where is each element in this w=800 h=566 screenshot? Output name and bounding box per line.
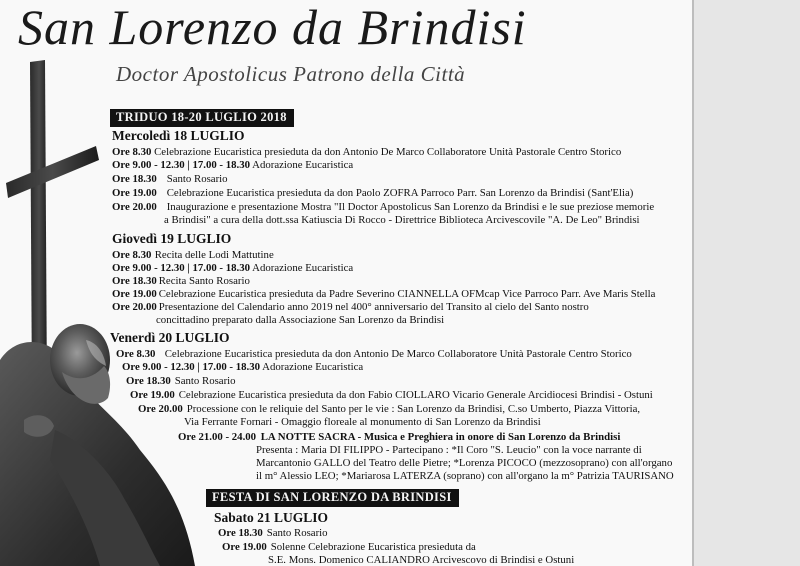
event-row	[112, 146, 621, 159]
page-subtitle: Doctor Apostolicus Patrono della Città	[116, 62, 466, 86]
event-time: Ore 20.00	[138, 403, 183, 415]
triduo-banner: TRIDUO 18-20 LUGLIO 2018	[110, 109, 294, 127]
event-row	[126, 375, 236, 388]
event-time: Ore 9.00 - 12.30 | 17.00 - 18.30	[112, 262, 251, 274]
event-time: Ore 8.30	[112, 249, 152, 261]
event-text: Adorazione Eucaristica	[252, 262, 354, 274]
event-text: Adorazione Eucaristica	[262, 361, 364, 373]
event-time: Ore 20.00	[112, 301, 157, 313]
event-time: Ore 19.00	[112, 288, 157, 300]
event-text: Celebrazione Eucaristica presieduta da don Fabio CIOLLARO Vicario Generale Arcidiocesi Brindisi - Ostuni	[178, 389, 653, 401]
event-text: Adorazione Eucaristica	[252, 159, 354, 171]
event-row	[138, 403, 640, 416]
event-row	[112, 249, 274, 262]
event-row	[116, 348, 632, 361]
event-text: Santo Rosario	[266, 527, 328, 539]
day-heading: Giovedì 19 LUGLIO	[112, 231, 232, 246]
event-text: Recita delle Lodi Mattutine	[154, 249, 274, 261]
event-row	[218, 527, 328, 540]
event-text: LA NOTTE SACRA - Musica e Preghiera in onore di San Lorenzo da Brindisi	[260, 431, 621, 443]
event-text-continued: Via Ferrante Fornari - Omaggio floreale al monumento di San Lorenzo da Brindisi	[184, 416, 541, 428]
event-row	[112, 288, 655, 301]
event-text: Santo Rosario	[174, 375, 236, 387]
event-text-continued: a Brindisi" a cura della dott.ssa Katiuscia Di Rocco - Direttrice Biblioteca Arcivescovile "A. De Leo" Brindisi	[164, 214, 640, 226]
event-text-continued: Marcantonio GALLO del Teatro delle Pietre; *Lorenza PICOCO (mezzosoprano) con all'organo	[256, 457, 673, 469]
event-row	[178, 431, 620, 444]
event-time: Ore 18.30	[112, 173, 157, 185]
event-row	[112, 201, 654, 214]
event-time: Ore 19.00	[222, 541, 267, 553]
festa-banner: FESTA DI SAN LORENZO DA BRINDISI	[206, 489, 459, 507]
event-row	[112, 173, 228, 186]
event-time: Ore 19.00	[130, 389, 175, 401]
event-text: Processione con le reliquie del Santo per le vie : San Lorenzo da Brindisi, C.so Umberto, Piazza Vittoria,	[186, 403, 641, 415]
event-time: Ore 19.00	[112, 187, 157, 199]
event-row	[112, 262, 353, 275]
event-row	[112, 159, 353, 172]
event-time: Ore 9.00 - 12.30 | 17.00 - 18.30	[122, 361, 261, 373]
event-text: Solenne Celebrazione Eucaristica presieduta da	[270, 541, 476, 553]
event-row	[112, 301, 589, 314]
event-time: Ore 21.00 - 24.00	[178, 431, 257, 443]
event-text-continued: S.E. Mons. Domenico CALIANDRO Arcivescovo di Brindisi e Ostuni	[268, 554, 575, 566]
day-heading: Venerdì 20 LUGLIO	[110, 330, 230, 345]
event-text: Celebrazione Eucaristica presieduta da don Antonio De Marco Collaboratore Unità Pastorale Centro Storico	[164, 348, 632, 360]
event-text: Celebrazione Eucaristica presieduta da don Paolo ZOFRA Parroco Parr. San Lorenzo da Brindisi (Sant'Elia)	[166, 187, 634, 199]
event-text-continued: Presenta : Maria DI FILIPPO - Partecipano : *Il Coro "S. Leucio" con la voce narrante di	[256, 444, 642, 456]
event-row	[222, 541, 476, 554]
event-text: Inaugurazione e presentazione Mostra "Il Doctor Apostolicus San Lorenzo da Brindisi e le sue preziose memorie	[166, 201, 655, 213]
event-row	[130, 389, 653, 402]
event-text-continued: concittadino preparato dalla Associazione San Lorenzo da Brindisi	[156, 314, 445, 326]
event-text: Recita Santo Rosario	[158, 275, 250, 287]
event-time: Ore 8.30	[112, 146, 152, 158]
event-time: Ore 18.30	[126, 375, 171, 387]
event-row	[112, 275, 250, 288]
day-heading: Mercoledì 18 LUGLIO	[112, 128, 245, 143]
event-time: Ore 9.00 - 12.30 | 17.00 - 18.30	[112, 159, 251, 171]
event-time: Ore 18.30	[218, 527, 263, 539]
event-row	[122, 361, 363, 374]
event-row	[112, 187, 633, 200]
event-text: Presentazione del Calendario anno 2019 nel 400° anniversario del Transito al cielo del Santo nostro	[158, 301, 589, 313]
page-edge	[692, 0, 694, 566]
event-text: Santo Rosario	[166, 173, 228, 185]
event-time: Ore 18.30	[112, 275, 157, 287]
event-text: Celebrazione Eucaristica presieduta da Padre Severino CIANNELLA OFMcap Vice Parroco Parr. Ave Maris Stella	[158, 288, 656, 300]
day-heading: Sabato 21 LUGLIO	[214, 510, 329, 525]
event-text-continued: il m° Alessio LEO; *Mariarosa LATERZA (soprano) con all'organo la m° Patrizia TAURISANO	[256, 470, 674, 482]
event-time: Ore 8.30	[116, 348, 156, 360]
event-time: Ore 20.00	[112, 201, 157, 213]
page-title: San Lorenzo da Brindisi	[18, 0, 527, 55]
event-text: Celebrazione Eucaristica presieduta da don Antonio De Marco Collaboratore Unità Pastorale Centro Storico	[154, 146, 622, 158]
